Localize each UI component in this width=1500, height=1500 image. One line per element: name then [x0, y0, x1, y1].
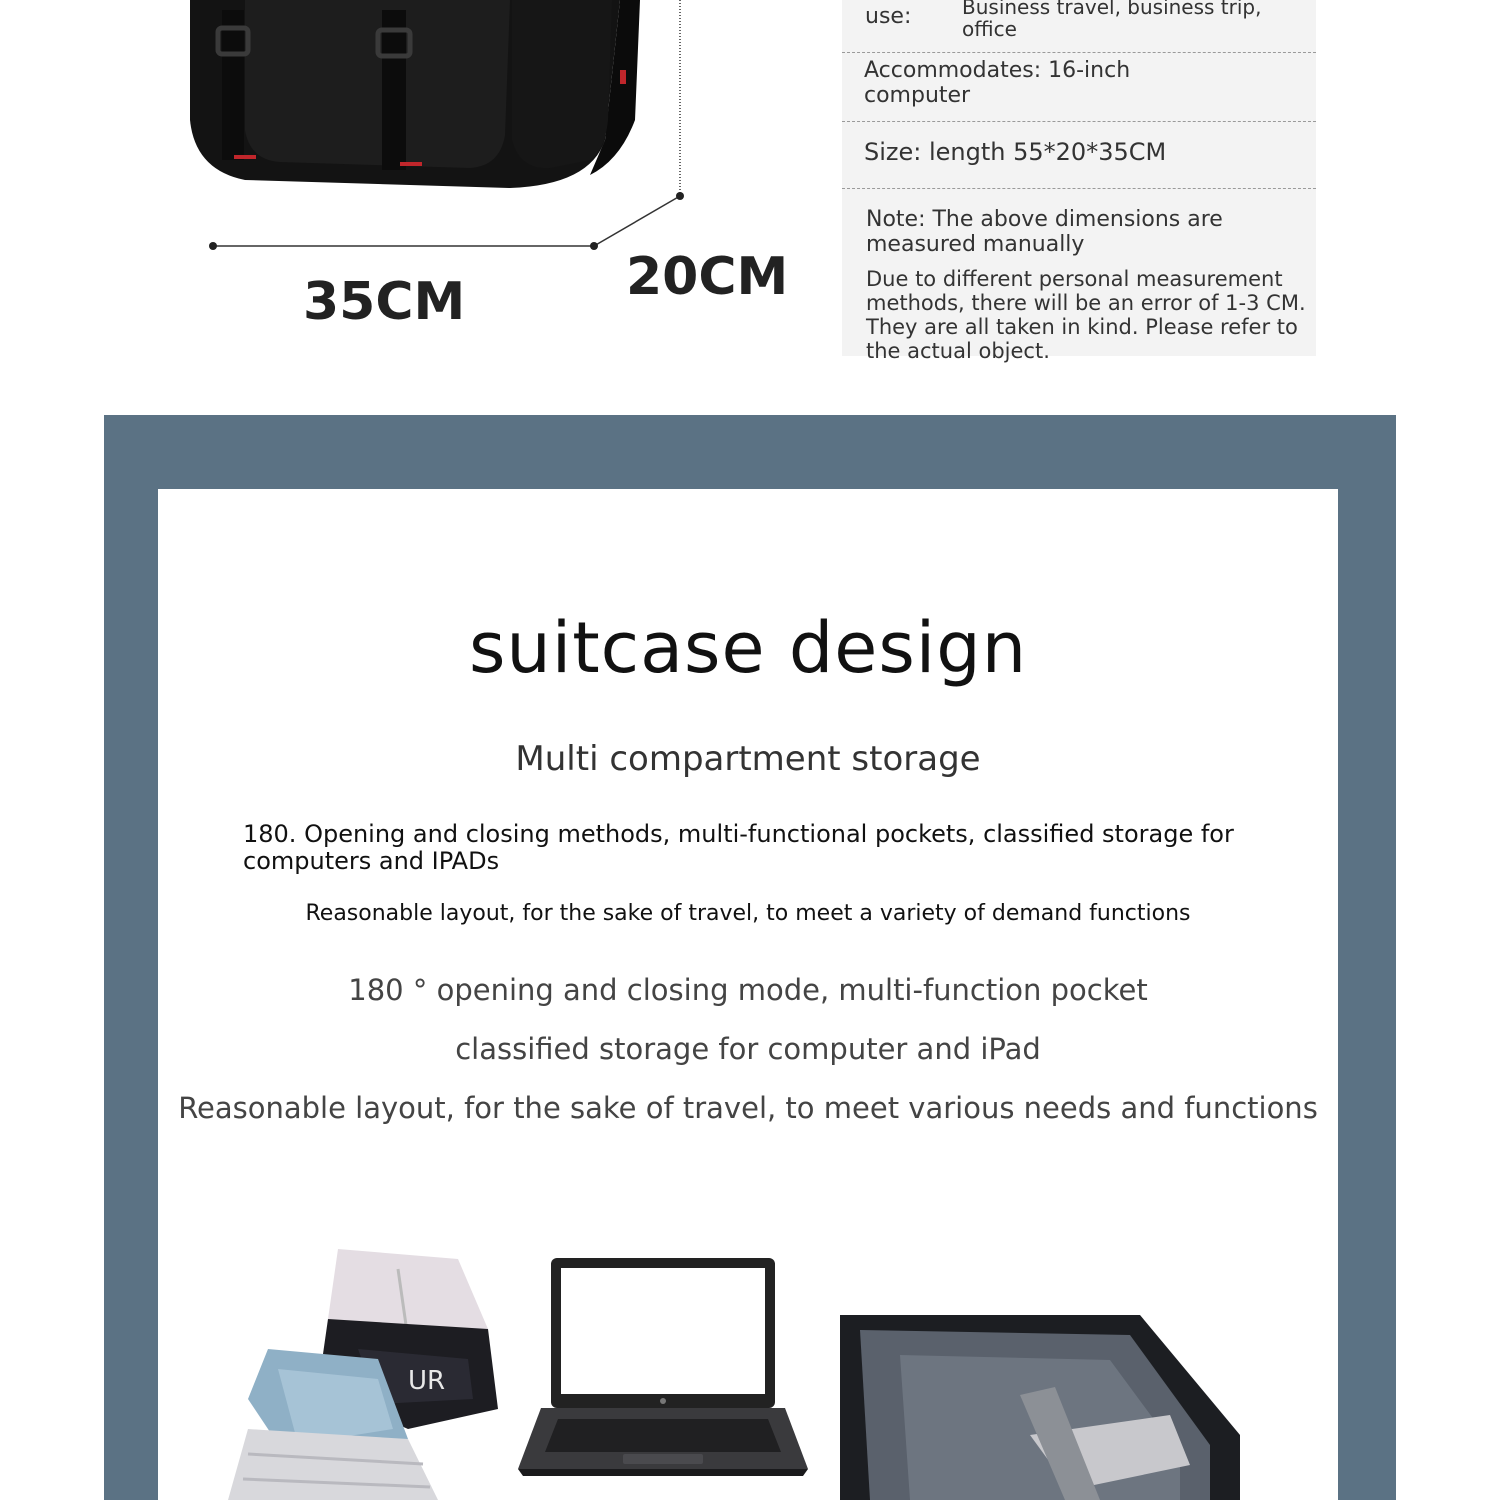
laptop-compartment-image [840, 1315, 1240, 1500]
width-dimension-label: 35CM [303, 272, 466, 332]
note-body: Due to different personal measurement methods, there will be an error of 1-3 CM. They are all taken in kind. Please refer to the actual object. [866, 267, 1306, 363]
spec-row-accommodates [842, 53, 1316, 122]
laptop-image [513, 1254, 813, 1484]
depth-dimension-label: 20CM [626, 247, 789, 307]
description-primary: 180. Opening and closing methods, multi-functional pockets, classified storage for computers and IPADs [243, 820, 1234, 875]
product-dimension-section [0, 0, 1500, 400]
use-value: Business travel, business trip, office [962, 0, 1262, 41]
feature-line-3: Reasonable layout, for the sake of travel, to meet various needs and functions [178, 1091, 1318, 1125]
size-text: Size: length 55*20*35CM [864, 138, 1167, 166]
description-secondary: Reasonable layout, for the sake of travel, to meet a variety of demand functions [305, 901, 1191, 926]
accommodates-text: Accommodates: 16-inch computer [864, 58, 1131, 108]
use-label: use: [865, 4, 912, 29]
svg-text:UR: UR [408, 1366, 446, 1396]
section-title: suitcase design [468, 607, 1028, 689]
feature-line-2: classified storage for computer and iPad [455, 1032, 1041, 1066]
design-card [158, 489, 1338, 1500]
section-subtitle: Multi compartment storage [515, 739, 981, 779]
clothes-stack-image [208, 1239, 498, 1500]
spec-row-use [842, 0, 1316, 53]
note-title: Note: The above dimensions are measured manually [866, 207, 1223, 257]
backpack-image [150, 0, 710, 260]
spec-row-size [842, 122, 1316, 189]
note-block [866, 207, 1336, 363]
feature-line-1: 180 ° opening and closing mode, multi-function pocket [348, 973, 1148, 1007]
